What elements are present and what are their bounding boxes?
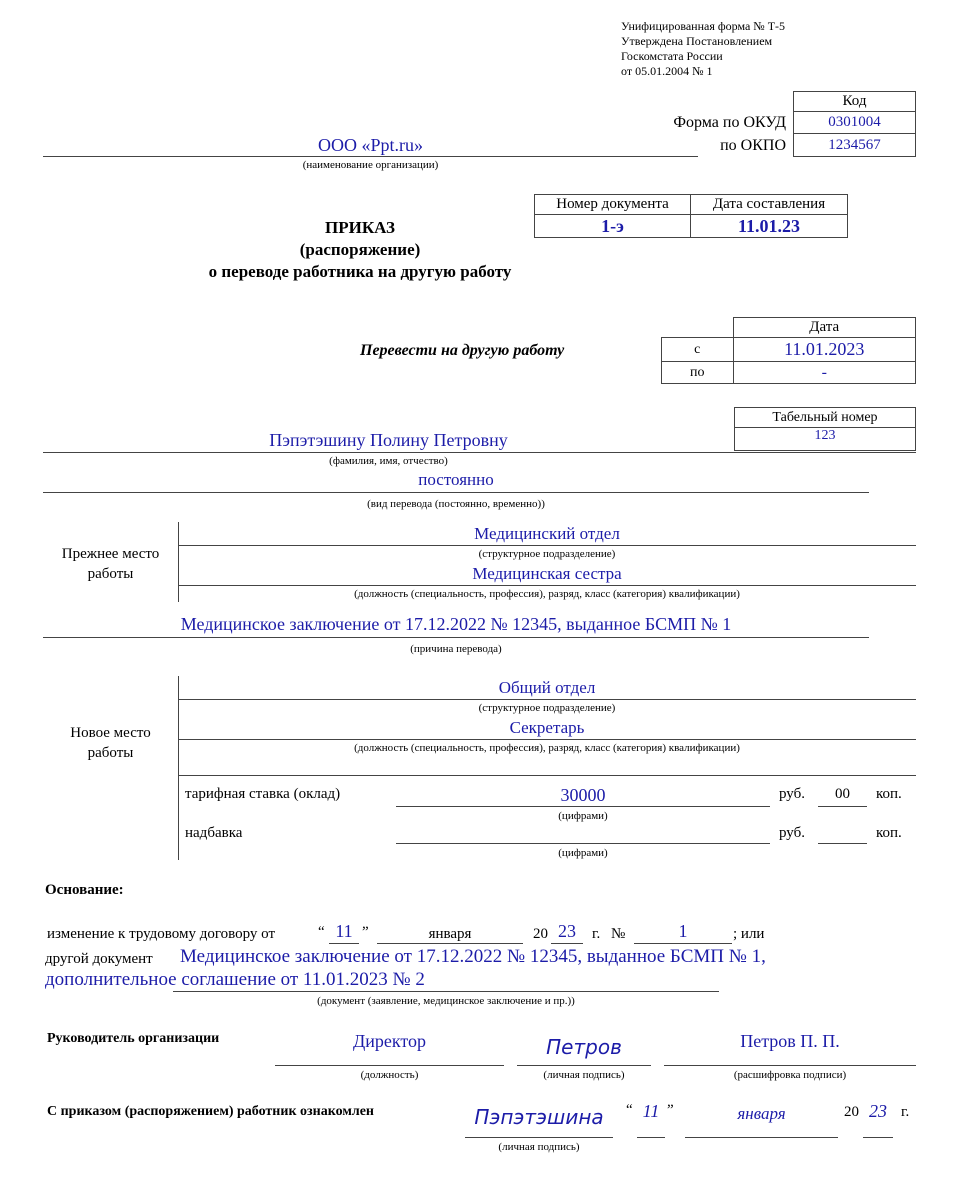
other-document-line1[interactable]: Медицинское заключение от 17.12.2022 № 12345, выданное БСМП № 1, (180, 946, 766, 967)
new-position-caption: (должность (специальность, профессия), разряд, класс (категория) квалификации) (354, 742, 740, 754)
other-document-line2[interactable]: дополнительное соглашение от 11.01.2023 № 2 (45, 969, 425, 990)
form-header-note (621, 19, 785, 79)
doc-date-header: Дата составления (691, 195, 848, 215)
head-signature[interactable]: Петров (546, 1035, 622, 1059)
transfer-label: Перевести на другую работу (360, 342, 565, 359)
head-decoding-caption: (расшифровка подписи) (733, 1069, 847, 1081)
employee-signature[interactable]: Пэпэтэшина (474, 1105, 604, 1129)
new-department-caption: (структурное подразделение) (478, 702, 616, 714)
contract-month[interactable]: января (428, 926, 472, 942)
head-name-decoding[interactable]: Петров П. П. (740, 1031, 840, 1051)
codes-table (793, 91, 916, 157)
employee-name-caption: (фамилия, имя, отчество) (329, 455, 448, 467)
tab-number-header: Табельный номер (735, 408, 916, 428)
head-signature-caption: (личная подпись) (543, 1069, 625, 1081)
head-position[interactable]: Директор (352, 1031, 427, 1051)
okud-code[interactable]: 0301004 (794, 112, 916, 134)
bonus-caption: (цифрами) (558, 847, 608, 859)
date-from-label: с (662, 338, 734, 362)
contract-number[interactable]: 1 (678, 921, 688, 941)
date-header: Дата (733, 318, 916, 338)
title-subject: о переводе работника на другую работу (208, 262, 512, 281)
acknowledgment-label: С приказом (распоряжением) работник ознакомлен (47, 1104, 374, 1119)
date-to-value[interactable]: - (733, 362, 916, 384)
previous-position[interactable]: Медицинская сестра (472, 564, 622, 583)
okud-label: Форма по ОКУД (673, 114, 786, 131)
ack-day[interactable]: 11 (642, 1101, 660, 1121)
rate-value[interactable]: 30000 (560, 785, 606, 805)
ack-year[interactable]: 23 (869, 1101, 887, 1121)
new-position[interactable]: Секретарь (509, 718, 585, 737)
other-document-label: другой документ (45, 951, 153, 967)
codes-header: Код (794, 92, 916, 112)
doc-number-header: Номер документа (535, 195, 691, 215)
okpo-code[interactable]: 1234567 (794, 134, 916, 157)
basis-heading: Основание: (45, 882, 124, 898)
rate-caption: (цифрами) (558, 810, 608, 822)
employee-name[interactable]: Пэпэтэшину Полину Петровну (269, 430, 508, 450)
transfer-reason[interactable]: Медицинское заключение от 17.12.2022 № 12345, выданное БСМП № 1 (180, 614, 732, 634)
new-place-label: Новое место работы (70, 725, 151, 761)
approval-line: Утверждена Постановлением (621, 34, 773, 48)
rate-rub-label: руб. (779, 786, 805, 802)
bonus-label: надбавка (185, 825, 243, 841)
previous-position-caption: (должность (специальность, профессия), разряд, класс (категория) квалификации) (354, 588, 740, 600)
rate-kop-value[interactable]: 00 (835, 786, 850, 802)
employee-name-line (43, 452, 916, 453)
bonus-kop-field[interactable] (818, 843, 867, 844)
tab-number-value[interactable]: 123 (735, 428, 916, 451)
document-number-table (534, 194, 848, 238)
organization-line (43, 156, 698, 157)
bonus-kop-label: коп. (876, 825, 902, 841)
bonus-rub-label: руб. (779, 825, 805, 841)
ack-month[interactable]: января (737, 1104, 786, 1123)
form-number: Унифицированная форма № Т-5 (621, 19, 786, 33)
title-order: ПРИКАЗ (325, 218, 395, 237)
approval-authority: Госкомстата России (621, 49, 723, 63)
employee-signature-caption: (личная подпись) (498, 1141, 580, 1153)
contract-day[interactable]: 11 (335, 921, 353, 941)
title-instruction: (распоряжение) (299, 240, 421, 259)
transfer-type[interactable]: постоянно (418, 470, 494, 489)
transfer-dates-table (661, 317, 916, 384)
approval-date: от 05.01.2004 № 1 (621, 64, 713, 78)
doc-date-value[interactable]: 11.01.23 (691, 215, 848, 238)
previous-department[interactable]: Медицинский отдел (474, 524, 620, 543)
transfer-type-line (43, 492, 869, 493)
organization-name[interactable]: ООО «Ppt.ru» (317, 135, 423, 155)
date-to-label: по (662, 362, 734, 384)
tab-number-table (734, 407, 916, 451)
contract-year[interactable]: 23 (558, 921, 576, 941)
other-document-caption: (документ (заявление, медицинское заключение и пр.)) (317, 995, 575, 1007)
previous-department-caption: (структурное подразделение) (478, 548, 616, 560)
head-position-caption: (должность) (360, 1069, 419, 1081)
head-label: Руководитель организации (47, 1031, 220, 1046)
okpo-label: по ОКПО (720, 137, 786, 154)
rate-kop-label: коп. (876, 786, 902, 802)
new-department[interactable]: Общий отдел (498, 678, 596, 697)
rate-label: тарифная ставка (оклад) (185, 786, 341, 802)
doc-number-value[interactable]: 1-э (535, 215, 691, 238)
transfer-reason-caption: (причина перевода) (410, 643, 502, 655)
previous-place-label: Прежнее место работы (61, 546, 160, 582)
order-title (160, 217, 560, 283)
transfer-type-caption: (вид перевода (постоянно, временно)) (367, 498, 545, 510)
date-from-value[interactable]: 11.01.2023 (733, 338, 916, 362)
contract-label: изменение к трудовому договору от (47, 926, 276, 942)
organization-caption: (наименование организации) (302, 159, 439, 171)
